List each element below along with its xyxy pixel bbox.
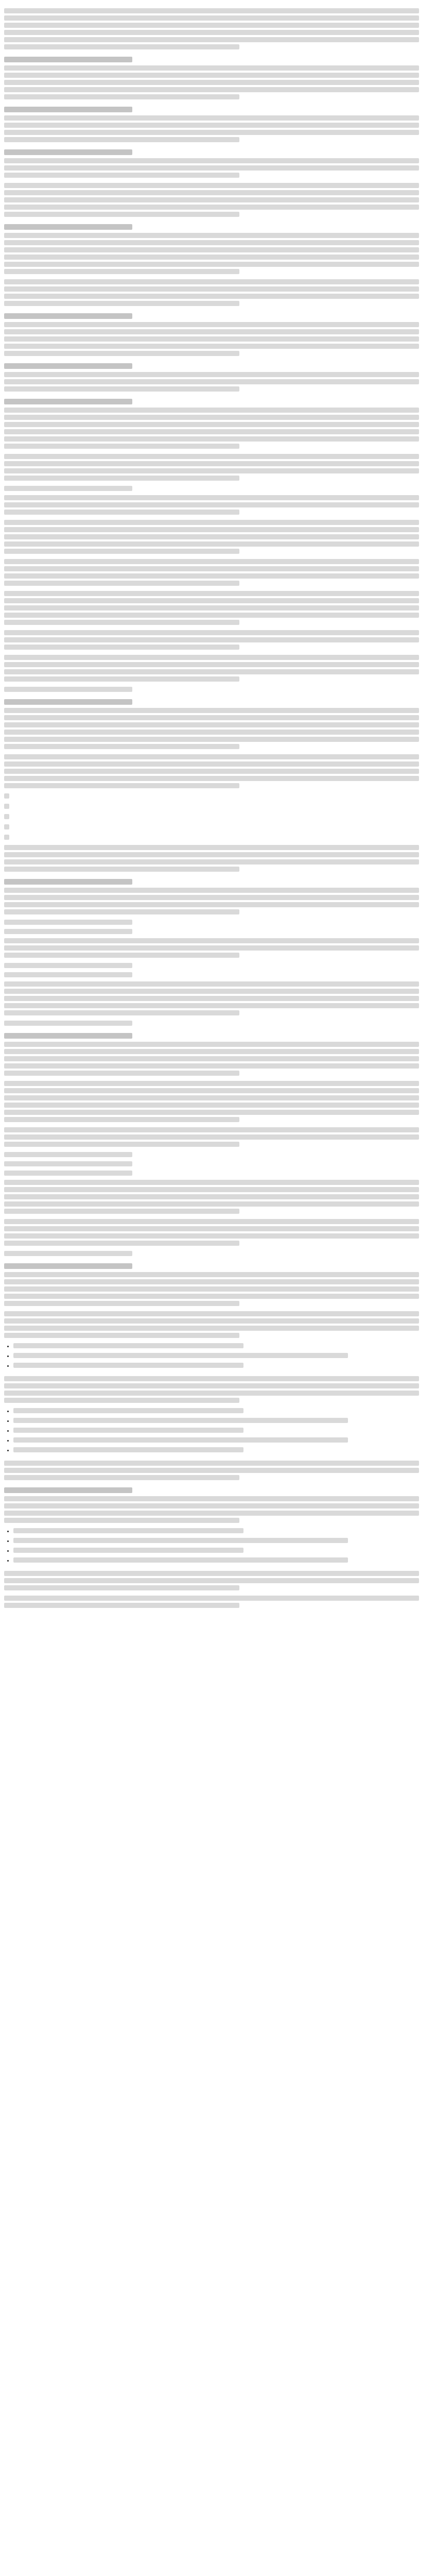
list-item [13,1343,432,1350]
paragraph [4,938,432,958]
paragraph [4,233,432,274]
paragraph [4,183,432,217]
list-item [13,1528,432,1535]
formula-line [4,1152,432,1157]
paragraph [4,1571,432,1590]
section-heading [4,1487,432,1493]
section-heading [4,699,432,705]
paragraph [4,1461,432,1480]
paragraph [4,1496,432,1523]
paragraph [4,8,432,49]
formula-line [4,920,432,925]
paragraph [4,520,432,554]
paragraph [4,1081,432,1122]
section-heading [4,107,432,112]
paragraph [4,454,432,481]
paragraph [4,845,432,872]
paragraph [4,630,432,650]
formula-line [4,687,432,692]
formula-line [4,1251,432,1256]
list-item [13,1447,432,1454]
list-item [13,1428,432,1435]
formula-line [4,1161,432,1166]
bulleted-list [4,1408,432,1454]
section-heading [4,879,432,885]
paragraph [4,1272,432,1306]
paragraph [4,1376,432,1403]
paragraph [4,1127,432,1147]
paragraph [4,279,432,306]
formula-line [4,1171,432,1176]
paragraph [4,322,432,356]
paragraph [4,158,432,178]
section-heading [4,57,432,62]
paragraph [4,1180,432,1214]
paragraph [4,981,432,1015]
paragraph [4,559,432,586]
short-line [4,804,432,809]
list-item [13,1353,432,1360]
list-item [13,1538,432,1545]
bulleted-list [4,1528,432,1565]
section-heading [4,1263,432,1269]
list-item [13,1408,432,1415]
short-line [4,793,432,799]
paragraph [4,408,432,449]
paragraph [4,1219,432,1246]
paragraph [4,1311,432,1338]
section-heading [4,399,432,404]
formula-line [4,963,432,968]
formula-line [4,972,432,977]
paragraph [4,115,432,142]
section-heading [4,363,432,369]
short-line [4,835,432,840]
short-line [4,824,432,829]
list-item [13,1557,432,1565]
paragraph [4,754,432,788]
bulleted-list [4,1343,432,1370]
section-heading [4,224,432,230]
section-heading [4,149,432,155]
formula-line [4,1021,432,1026]
paragraph [4,591,432,625]
paragraph [4,1042,432,1076]
short-line [4,814,432,819]
list-item [13,1418,432,1425]
paragraph [4,495,432,515]
document-body [4,8,432,1608]
formula-line [4,929,432,934]
paragraph [4,372,432,392]
list-item [13,1548,432,1555]
paragraph [4,1596,432,1608]
list-item [13,1437,432,1445]
paragraph [4,655,432,682]
list-item [13,1363,432,1370]
formula-line [4,486,432,491]
paragraph [4,888,432,914]
section-heading [4,1033,432,1039]
paragraph [4,708,432,749]
section-heading [4,313,432,319]
paragraph [4,65,432,99]
